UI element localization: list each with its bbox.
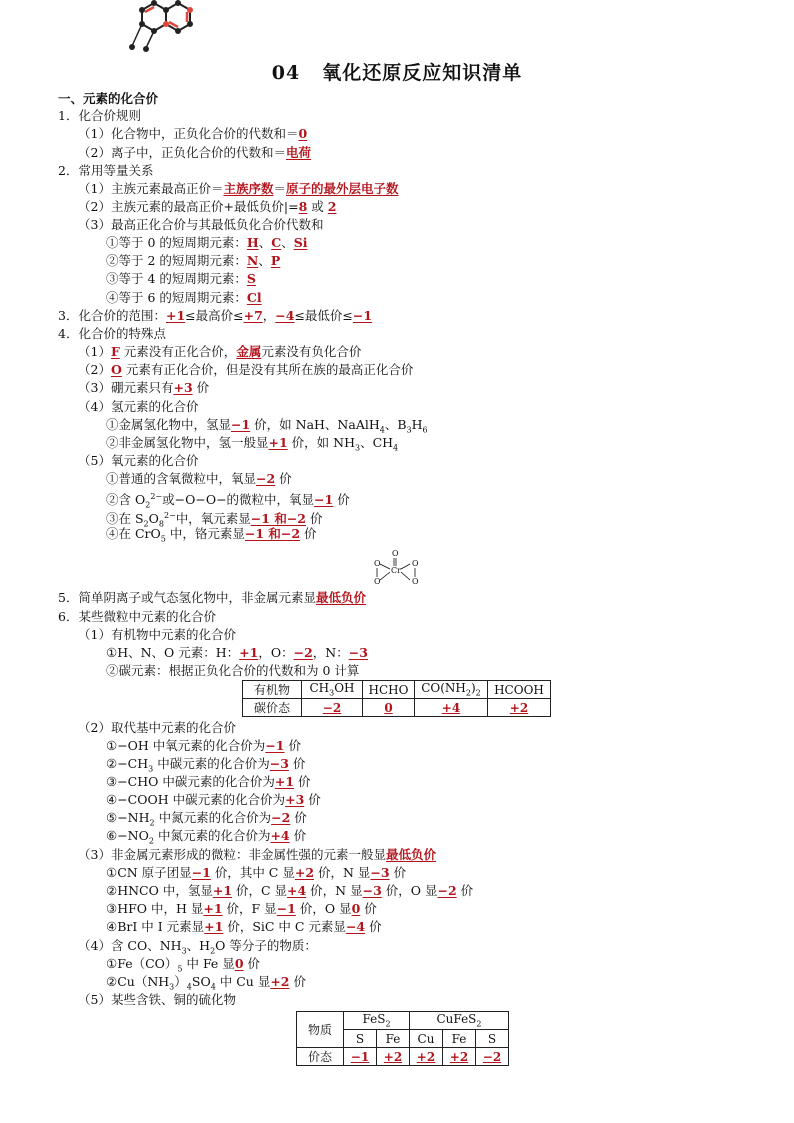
answer-text: −1 和−2 <box>244 526 301 541</box>
text-segment: 价，SiC 中 C 元素显 <box>223 919 346 934</box>
text-segment: 价 <box>289 828 307 843</box>
page-title <box>0 58 794 85</box>
answer-text: S <box>246 271 256 286</box>
text-segment: 6 <box>422 425 428 435</box>
text-segment: ②碳元素：根据正负化合价的代数和为 0 计算 <box>106 663 360 678</box>
text-line <box>106 773 311 790</box>
text-segment: 价，如 NaH、NaAlH <box>250 417 380 432</box>
text-segment: ， <box>262 308 276 323</box>
text-segment: （3）硼元素只有 <box>78 380 174 395</box>
text-segment: ③等于 4 的短周期元素： <box>106 271 247 286</box>
text-segment: 6．某些微粒中元素的化合价 <box>58 609 216 624</box>
answer-text: −1 <box>191 865 211 880</box>
table-cell: FeS$_2$ <box>344 1012 410 1030</box>
text-segment: 中，铬元素显 <box>165 526 245 541</box>
answer-text: −2 <box>256 471 276 486</box>
text-segment: 5 <box>177 964 183 974</box>
atom-o-upper-right: O <box>412 559 419 568</box>
text-line <box>106 644 368 661</box>
text-segment: 2− <box>150 492 163 501</box>
title-number: 04 <box>271 62 301 84</box>
text-segment: ①普通的含氧微粒中，氧显 <box>106 471 257 486</box>
text-line <box>78 361 413 378</box>
answer-text: 电荷 <box>285 145 311 160</box>
text-segment: ③−CHO 中碳元素的化合价为 <box>106 774 275 789</box>
atom-o-upper-left: O <box>374 559 381 568</box>
text-segment: 价，O 显 <box>381 883 438 898</box>
text-segment: 4 <box>186 982 192 992</box>
answer-text: −3 <box>362 883 382 898</box>
text-line <box>106 882 473 899</box>
answer-text: H <box>246 235 259 250</box>
atom-cr: Cr <box>391 566 401 575</box>
answer-text: +3 <box>285 792 305 807</box>
text-segment: （4）含 CO、NH <box>78 938 182 953</box>
text-segment: （4）氢元素的化合价 <box>78 399 199 414</box>
text-segment: ④等于 6 的短周期元素： <box>106 290 247 305</box>
text-segment: 3 <box>406 425 412 435</box>
text-line <box>106 918 382 935</box>
atom-o-lower-right: O <box>412 577 419 586</box>
table-cell: $CO(NH_2)_2$ <box>415 681 488 699</box>
answer-text: −3 <box>370 865 390 880</box>
table-cell: 碳价态 <box>243 699 302 717</box>
answer-text: −4 <box>275 308 295 323</box>
cro5-structure-diagram <box>370 548 422 588</box>
text-segment: 、H <box>186 938 211 953</box>
text-line <box>106 525 317 548</box>
text-segment: 价 <box>289 974 306 989</box>
text-line <box>106 270 256 287</box>
text-segment: 2 <box>143 519 149 529</box>
text-segment: 中氮元素的化合价为 <box>154 810 272 825</box>
text-segment: （2）离子中，正负化合价的代数和＝ <box>78 145 286 160</box>
text-segment: ⑥−NO <box>106 828 149 843</box>
text-segment: 2．常用等量关系 <box>58 163 154 178</box>
answer-text: +1 <box>274 774 295 789</box>
answer-text: +4 <box>270 828 290 843</box>
text-segment: 、CH <box>360 435 394 450</box>
text-segment: 价 <box>300 526 317 541</box>
answer-text: N <box>246 253 259 268</box>
text-segment: 价 <box>294 774 311 789</box>
text-segment: ） <box>174 974 187 989</box>
text-segment: ≤最高价≤ <box>185 308 244 323</box>
table-cell: −2 <box>476 1048 509 1066</box>
table-cell: 价态 <box>297 1048 344 1066</box>
text-line <box>58 107 141 124</box>
text-segment: 4 <box>393 443 399 453</box>
text-segment: 元素没有负化合价 <box>261 344 362 359</box>
answer-text: −1 <box>352 308 373 323</box>
text-line <box>106 662 359 679</box>
text-segment: 价 <box>275 471 292 486</box>
answer-text: Cl <box>246 290 262 305</box>
answer-text: Si <box>293 235 308 250</box>
text-segment: 8 <box>158 519 164 529</box>
text-line <box>106 737 301 754</box>
text-segment: 中，氧元素显 <box>175 511 251 527</box>
text-segment: ①金属氢化物中，氢显 <box>106 417 232 432</box>
text-line <box>58 589 366 606</box>
text-segment: 价，F 显 <box>222 901 277 916</box>
text-line <box>106 289 262 306</box>
table-cell: Cu <box>410 1030 443 1048</box>
text-line <box>78 198 336 215</box>
table-cell: 有机物 <box>243 681 302 699</box>
text-segment: ，N： <box>312 645 349 660</box>
answer-text: C <box>271 235 282 250</box>
text-segment: 2− <box>163 511 176 520</box>
answer-text: +3 <box>173 380 193 395</box>
answer-text: 主族序数 <box>223 181 274 196</box>
naphthalene-logo <box>124 0 194 56</box>
text-line <box>78 180 399 197</box>
text-segment: （2）取代基中元素的化合价 <box>78 720 236 735</box>
text-segment: 或 <box>307 199 328 214</box>
text-line <box>58 608 216 625</box>
text-segment: 3 <box>148 764 154 774</box>
text-segment: ①H、N、O 元素：H： <box>106 645 240 660</box>
text-line <box>78 991 236 1008</box>
text-line <box>78 379 209 396</box>
text-segment: 价，N 显 <box>306 883 363 898</box>
table-cell: S <box>476 1030 509 1048</box>
text-segment: O 等分子的物质： <box>215 938 317 953</box>
text-segment: 价 <box>290 810 307 825</box>
text-segment: 3 <box>181 946 187 956</box>
text-segment: 中 Cu 显 <box>215 974 271 989</box>
text-segment: 4．化合价的特殊点 <box>58 326 166 341</box>
text-segment: 、B <box>384 417 407 432</box>
text-segment: 5．简单阴离子或气态氢化物中，非金属元素显 <box>58 590 316 605</box>
table-cell: 物质 <box>297 1012 344 1048</box>
text-segment: （1）主族元素最高正价＝ <box>78 181 224 196</box>
text-segment: （5）氧元素的化合价 <box>78 453 199 468</box>
text-line <box>106 864 406 881</box>
text-segment: 4 <box>379 425 385 435</box>
table-cell: 0 <box>363 699 415 717</box>
text-segment: ≤最低价≤ <box>294 308 353 323</box>
text-segment: （1）化合物中，正负化合价的代数和＝ <box>78 126 299 141</box>
text-segment: ①−OH 中氧元素的化合价为 <box>106 738 266 753</box>
text-segment: O <box>148 511 159 527</box>
table-cell: HCHO <box>363 681 415 699</box>
text-line <box>78 626 236 643</box>
text-segment: （1） <box>78 344 111 359</box>
answer-text: +1 <box>203 901 223 916</box>
text-segment: 价，N 显 <box>314 865 371 880</box>
text-line <box>78 125 307 142</box>
answer-text: −2 <box>437 883 457 898</box>
answer-text: 0 <box>298 126 308 141</box>
table-cell: −1 <box>344 1048 377 1066</box>
answer-text: 最低负价 <box>315 590 366 605</box>
answer-text: 原子的最外层电子数 <box>286 181 399 196</box>
text-segment: 价 <box>304 792 321 807</box>
table-cell: +2 <box>410 1048 443 1066</box>
answer-text: +2 <box>294 865 315 880</box>
answer-text: 金属 <box>236 344 262 359</box>
atom-o-lower-left: O <box>374 577 381 586</box>
text-line <box>58 162 153 179</box>
text-line <box>78 343 361 360</box>
text-line <box>78 144 311 161</box>
text-line <box>106 470 292 487</box>
atom-o-top: O <box>392 549 399 558</box>
text-segment: ③HFO 中，H 显 <box>106 901 204 916</box>
text-segment: 价 <box>306 511 323 527</box>
text-segment: 2 <box>149 818 155 828</box>
text-segment: 价 <box>288 756 306 771</box>
text-segment: 4 <box>210 982 216 992</box>
text-segment: ②HNCO 中，氢显 <box>106 883 213 898</box>
text-line <box>58 307 372 324</box>
table-cell: +4 <box>415 699 488 717</box>
text-segment: 价 <box>333 492 350 508</box>
text-line <box>106 791 321 808</box>
text-line <box>106 900 377 917</box>
answer-text: −3 <box>348 645 368 660</box>
text-segment: 价，如 NH <box>287 435 355 450</box>
answer-text: +4 <box>287 883 307 898</box>
text-segment: 一、元素的化合价 <box>58 91 159 106</box>
table-cell: +2 <box>488 699 551 717</box>
answer-text: +1 <box>239 645 259 660</box>
title-text: 氧化还原反应知识清单 <box>322 62 523 84</box>
text-line <box>78 216 323 233</box>
text-segment: （3）非金属元素形成的微粒：非金属性强的元素一般显 <box>78 847 386 862</box>
text-line <box>78 719 236 736</box>
text-segment: 中 Fe 显 <box>182 956 235 971</box>
text-segment: ①等于 0 的短周期元素： <box>106 235 247 250</box>
answer-text: +1 <box>268 435 288 450</box>
text-segment: （3）最高正化合价与其最低负化合价代数和 <box>78 217 324 232</box>
text-line <box>106 252 280 269</box>
text-segment: 中碳元素的化合价为 <box>153 756 270 771</box>
text-segment: ④在 CrO <box>106 526 161 541</box>
text-segment: ②非金属氢化物中，氢一般显 <box>106 435 269 450</box>
text-segment: ④−COOH 中碳元素的化合价为 <box>106 792 286 807</box>
table-cell: +2 <box>377 1048 410 1066</box>
answer-text: −3 <box>269 756 289 771</box>
text-segment: ＝ <box>273 181 286 196</box>
text-segment: 价 <box>360 901 377 916</box>
answer-text: P <box>270 253 281 268</box>
text-segment: ②Cu（NH <box>106 974 170 989</box>
table-row <box>297 1048 509 1066</box>
text-segment: ④BrI 中 I 元素显 <box>106 919 205 934</box>
text-segment: 2 <box>148 836 154 846</box>
text-segment: ②等于 2 的短周期元素： <box>106 253 247 268</box>
text-segment: H <box>411 417 423 432</box>
text-segment: ①CN 原子团显 <box>106 865 192 880</box>
answer-text: 0 <box>234 956 244 971</box>
table-cell: CuFeS$_2$ <box>410 1012 509 1030</box>
text-segment: （5）某些含铁、铜的硫化物 <box>78 992 236 1007</box>
text-segment: 价 <box>192 380 210 395</box>
answer-text: F <box>110 344 120 359</box>
text-segment: ⑤−NH <box>106 810 150 825</box>
text-segment: 2 <box>145 500 151 510</box>
answer-text: +2 <box>270 974 290 989</box>
text-line <box>58 325 166 342</box>
answer-text: O <box>110 362 122 377</box>
text-segment: 元素没有正化合价， <box>119 344 237 359</box>
text-segment: 价，C 显 <box>232 883 288 898</box>
text-line <box>78 452 198 469</box>
sulfide-valence-table <box>296 1011 509 1066</box>
text-segment: 1．化合价规则 <box>58 108 141 123</box>
text-segment: 中氮元素的化合价为 <box>153 828 271 843</box>
text-segment: 元素有正化合价，但是没有其所在族的最高正化合价 <box>121 362 414 377</box>
answer-text: −1 和−2 <box>250 511 306 527</box>
text-segment: （2）主族元素的最高正价+最低负价|= <box>78 199 299 214</box>
text-segment: 价 <box>243 956 260 971</box>
text-line <box>78 846 436 863</box>
text-line <box>78 398 198 415</box>
answer-text: −1 <box>276 901 296 916</box>
text-segment: 3 <box>169 982 175 992</box>
text-segment: 2 <box>210 946 216 956</box>
text-segment: ①Fe（CO） <box>106 956 178 971</box>
text-segment: 价，O 显 <box>295 901 352 916</box>
text-segment: ②含 O <box>106 492 146 508</box>
text-segment: 价，其中 C 显 <box>210 865 295 880</box>
table-cell: $CH_3OH$ <box>302 681 363 699</box>
answer-text: 0 <box>351 901 361 916</box>
table-row <box>243 681 551 699</box>
answer-text: −2 <box>293 645 313 660</box>
text-segment: （1）有机物中元素的化合价 <box>78 627 236 642</box>
table-row <box>243 699 551 717</box>
answer-text: 最低负价 <box>385 847 436 862</box>
table-cell: Fe <box>443 1030 476 1048</box>
table-row <box>297 1012 509 1030</box>
text-segment: 、 <box>258 253 271 268</box>
organic-carbon-valence-table <box>242 680 551 717</box>
answer-text: −1 <box>314 492 334 508</box>
answer-text: −1 <box>265 738 285 753</box>
table-cell: +2 <box>443 1048 476 1066</box>
table-cell: −2 <box>302 699 363 717</box>
text-segment: SO <box>191 974 211 989</box>
text-segment: （2） <box>78 362 111 377</box>
text-segment: 或−O−O−的微粒中，氧显 <box>162 492 315 508</box>
text-segment: ③在 S <box>106 511 144 527</box>
answer-text: +7 <box>243 308 263 323</box>
table-cell: Fe <box>377 1030 410 1048</box>
answer-text: 8 <box>298 199 308 214</box>
answer-text: 2 <box>327 199 337 214</box>
text-segment: 3．化合价的范围： <box>58 308 166 323</box>
answer-text: +1 <box>204 919 224 934</box>
table-cell: S <box>344 1030 377 1048</box>
answer-text: +1 <box>165 308 186 323</box>
text-segment: ②−CH <box>106 756 149 771</box>
text-segment: ，O： <box>258 645 294 660</box>
text-segment: 价 <box>456 883 474 898</box>
text-segment: 价 <box>365 919 382 934</box>
text-segment: 5 <box>160 534 166 544</box>
text-segment: 、 <box>281 235 294 250</box>
answer-text: +1 <box>212 883 233 898</box>
section-heading <box>58 90 158 107</box>
text-segment: 价 <box>389 865 407 880</box>
text-segment: 、 <box>258 235 272 250</box>
text-segment: 3 <box>354 443 361 453</box>
text-segment: 价 <box>284 738 301 753</box>
text-line <box>106 234 307 251</box>
table-cell: HCOOH <box>488 681 551 699</box>
answer-text: −4 <box>345 919 366 934</box>
answer-text: −2 <box>271 810 291 825</box>
answer-text: −1 <box>231 417 251 432</box>
